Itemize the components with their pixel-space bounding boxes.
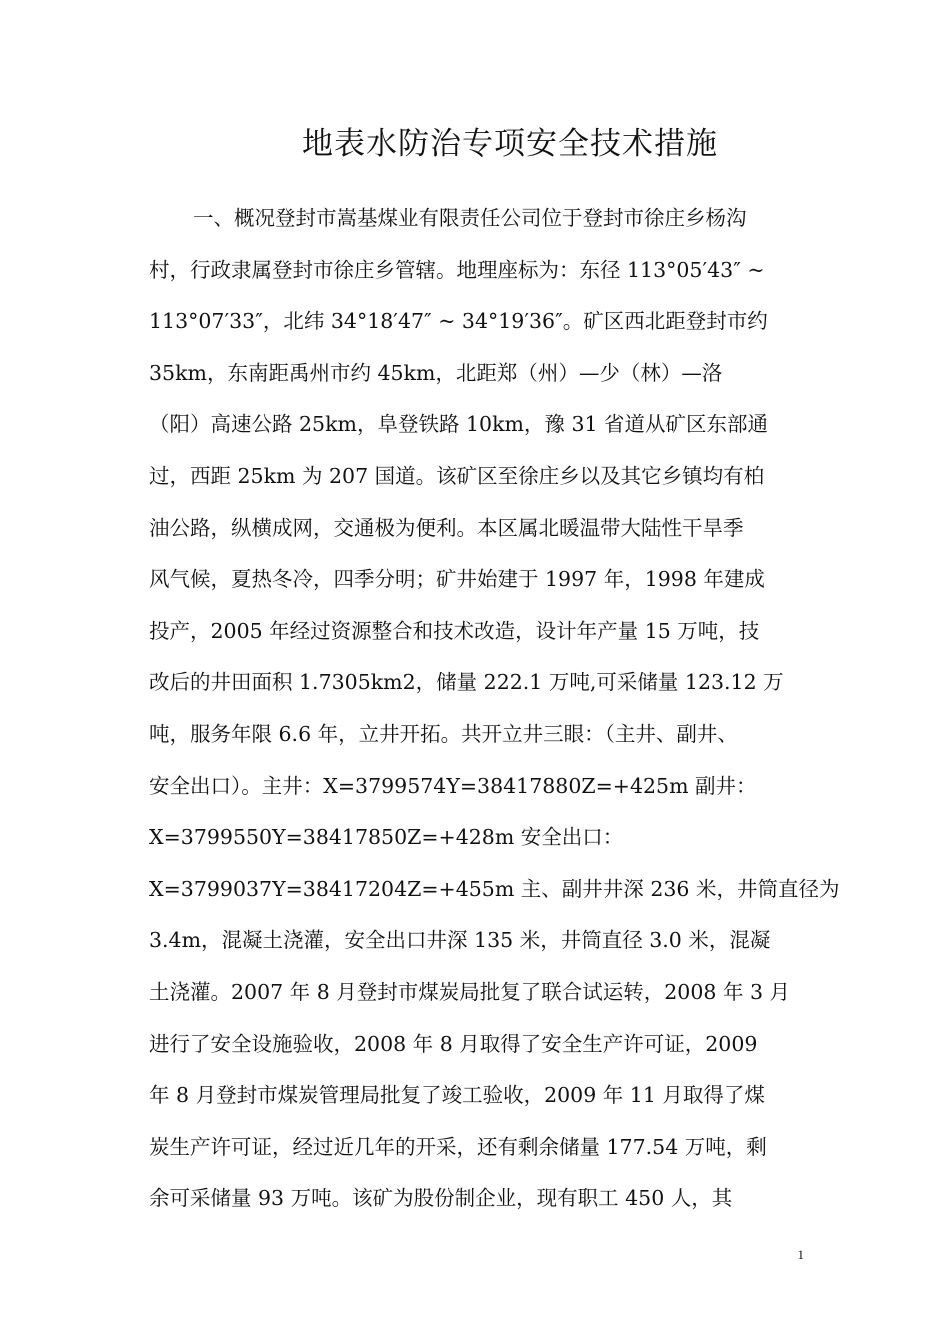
text-line: 投产，2005 年经过资源整合和技术改造，设计年产量 15 万吨，技 <box>149 618 760 643</box>
text-line: 余可采储量 93 万吨。该矿为股份制企业，现有职工 450 人，其 <box>149 1186 733 1211</box>
text-line: 村，行政隶属登封市徐庄乡管辖。地理座标为：东径 113°05′43″ ~ <box>149 257 765 282</box>
text-line: 安全出口）。主井：X=3799574Y=38417880Z=+425m 副井： <box>149 773 757 798</box>
text-line: 35km，东南距禹州市约 45km，北距郑（州）—少（林）—洛 <box>149 360 723 385</box>
body-paragraph <box>149 193 840 1225</box>
page-number: 1 <box>797 1247 804 1262</box>
text-line: 改后的井田面积 1.7305km2，储量 222.1 万吨,可采储量 123.12 万 <box>149 670 784 695</box>
text-line: 进行了安全设施验收，2008 年 8 月取得了安全生产许可证，2009 <box>149 1031 758 1056</box>
text-line: 一、概况登封市嵩基煤业有限责任公司位于登封市徐庄乡杨沟 <box>193 206 747 230</box>
text-line: 113°07′33″，北纬 34°18′47″ ~ 34°19′36″。矿区西北距登封市约 <box>149 309 768 334</box>
text-line: 油公路，纵横成网，交通极为便利。本区属北暖温带大陆性干旱季 <box>149 515 744 540</box>
text-line: （阳）高速公路 25km，阜登铁路 10km，豫 31 省道从矿区东部通 <box>149 412 769 437</box>
text-line: 炭生产许可证，经过近几年的开采，还有剩余储量 177.54 万吨，剩 <box>149 1134 767 1159</box>
text-line: 吨，服务年限 6.6 年，立井开拓。共开立井三眼：（主井、副井、 <box>149 721 738 746</box>
page-title: 地表水防治专项安全技术措施 <box>302 126 718 162</box>
text-line: 年 8 月登封市煤炭管理局批复了竣工验收，2009 年 11 月取得了煤 <box>149 1083 765 1108</box>
text-line: 土浇灌。2007 年 8 月登封市煤炭局批复了联合试运转，2008 年 3 月 <box>149 979 791 1004</box>
text-line: X=3799550Y=38417850Z=+428m 安全出口： <box>149 825 624 850</box>
text-line: 3.4m，混凝土浇灌，安全出口井深 135 米，井筒直径 3.0 米，混凝 <box>149 928 771 953</box>
text-line: 风气候，夏热冬冷，四季分明；矿井始建于 1997 年，1998 年建成 <box>149 567 765 592</box>
text-line: 过，西距 25km 为 207 国道。该矿区至徐庄乡以及其它乡镇均有柏 <box>149 463 765 488</box>
text-line: X=3799037Y=38417204Z=+455m 主、副井井深 236 米，井筒直径为 <box>149 876 840 901</box>
